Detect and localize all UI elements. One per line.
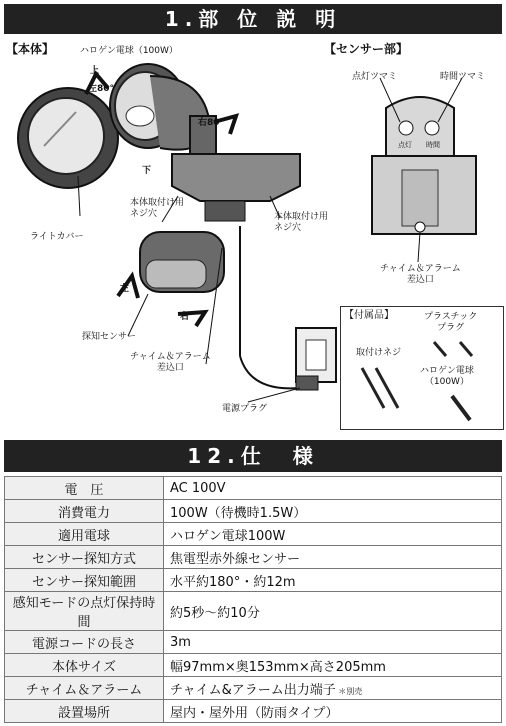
spec-row bbox=[5, 546, 502, 569]
section-title-parts: 1.部 位 説 明 bbox=[4, 4, 502, 34]
knob-a-label: 点灯 bbox=[398, 141, 412, 149]
spec-value-text: チャイム&アラーム出力端子 bbox=[170, 682, 336, 698]
down-label: 下 bbox=[142, 166, 152, 176]
bulb-label: ハロゲン電球 （100W） bbox=[420, 366, 474, 387]
spec-key: 感知モードの点灯保持時間 bbox=[5, 592, 164, 631]
chime-sensor-label: チャイム＆アラーム 差込口 bbox=[380, 264, 461, 285]
accessories-title: 【付属品】 bbox=[344, 310, 394, 321]
up-label: 上 bbox=[90, 66, 100, 76]
spec-value-text: 100W（待機時1.5W） bbox=[170, 505, 307, 521]
right-label: 右 bbox=[180, 312, 190, 322]
light-cover-illustration bbox=[18, 88, 118, 188]
left80-label: 左80° bbox=[88, 84, 115, 94]
sensor-label: 探知センサー bbox=[82, 332, 137, 342]
spec-row bbox=[5, 477, 502, 500]
spec-value bbox=[164, 677, 502, 700]
spec-value-text: 約5秒〜約10分 bbox=[170, 605, 260, 621]
spec-key: 電源コードの長さ bbox=[5, 631, 164, 654]
sensor-unit-illustration bbox=[372, 97, 476, 234]
main-unit-label: 【本体】 bbox=[6, 42, 55, 56]
time-knob-label: 時間ツマミ bbox=[440, 72, 486, 82]
screw-hole-label-1: 本体取付け用 ネジ穴 bbox=[130, 198, 185, 219]
halogen-label: ハロゲン電球（100W） bbox=[80, 46, 178, 56]
outlet-illustration bbox=[240, 328, 336, 390]
sensor-head-illustration bbox=[140, 232, 224, 292]
spec-key: センサー探知方式 bbox=[5, 546, 164, 569]
knob-b-label: 時間 bbox=[426, 141, 440, 149]
spec-key: 電 圧 bbox=[5, 477, 164, 500]
spec-value-text: ハロゲン電球100W bbox=[170, 528, 286, 544]
spec-row bbox=[5, 523, 502, 546]
spec-value-text: 3m bbox=[170, 634, 191, 650]
spec-value bbox=[164, 546, 502, 569]
spec-value bbox=[164, 477, 502, 500]
spec-key: 本体サイズ bbox=[5, 654, 164, 677]
spec-key: チャイム＆アラーム bbox=[5, 677, 164, 700]
spec-row bbox=[5, 569, 502, 592]
spec-value bbox=[164, 592, 502, 631]
left-label: 左 bbox=[120, 284, 130, 294]
screw-hole-label-2: 本体取付け用 ネジ穴 bbox=[274, 212, 329, 233]
spec-value-text: 幅97mm×奥153mm×高さ205mm bbox=[170, 659, 386, 675]
spec-note: ＊別売 bbox=[335, 686, 363, 696]
section-title-specs: 12.仕 様 bbox=[4, 440, 502, 472]
screw-label: 取付けネジ bbox=[356, 348, 402, 358]
spec-row bbox=[5, 700, 502, 723]
spec-key: 設置場所 bbox=[5, 700, 164, 723]
lamp-knob-label: 点灯ツマミ bbox=[352, 72, 398, 82]
spec-value-text: AC 100V bbox=[170, 480, 226, 496]
spec-key: センサー探知範囲 bbox=[5, 569, 164, 592]
spec-row bbox=[5, 677, 502, 700]
spec-table bbox=[4, 476, 502, 723]
plastic-plug-label: プラスチック プラグ bbox=[424, 312, 478, 333]
light-cover-label: ライトカバー bbox=[30, 232, 84, 242]
spec-row bbox=[5, 654, 502, 677]
spec-value-text: 屋内・屋外用（防雨タイプ） bbox=[170, 705, 339, 721]
spec-value bbox=[164, 631, 502, 654]
spec-key: 適用電球 bbox=[5, 523, 164, 546]
spec-value-text: 焦電型赤外線センサー bbox=[170, 551, 301, 567]
sensor-part-label: 【センサー部】 bbox=[324, 42, 409, 56]
spec-row bbox=[5, 500, 502, 523]
spec-row bbox=[5, 631, 502, 654]
spec-value bbox=[164, 523, 502, 546]
spec-row bbox=[5, 592, 502, 631]
spec-value-text: 水平約180°・約12m bbox=[170, 574, 296, 590]
plug-label: 電源プラグ bbox=[222, 404, 268, 414]
spec-value bbox=[164, 700, 502, 723]
spec-value bbox=[164, 569, 502, 592]
chime-label: チャイム＆アラーム 差込口 bbox=[130, 352, 211, 373]
spec-value bbox=[164, 654, 502, 677]
spec-key: 消費電力 bbox=[5, 500, 164, 523]
right80-label: 右80° bbox=[198, 118, 225, 128]
spec-value bbox=[164, 500, 502, 523]
